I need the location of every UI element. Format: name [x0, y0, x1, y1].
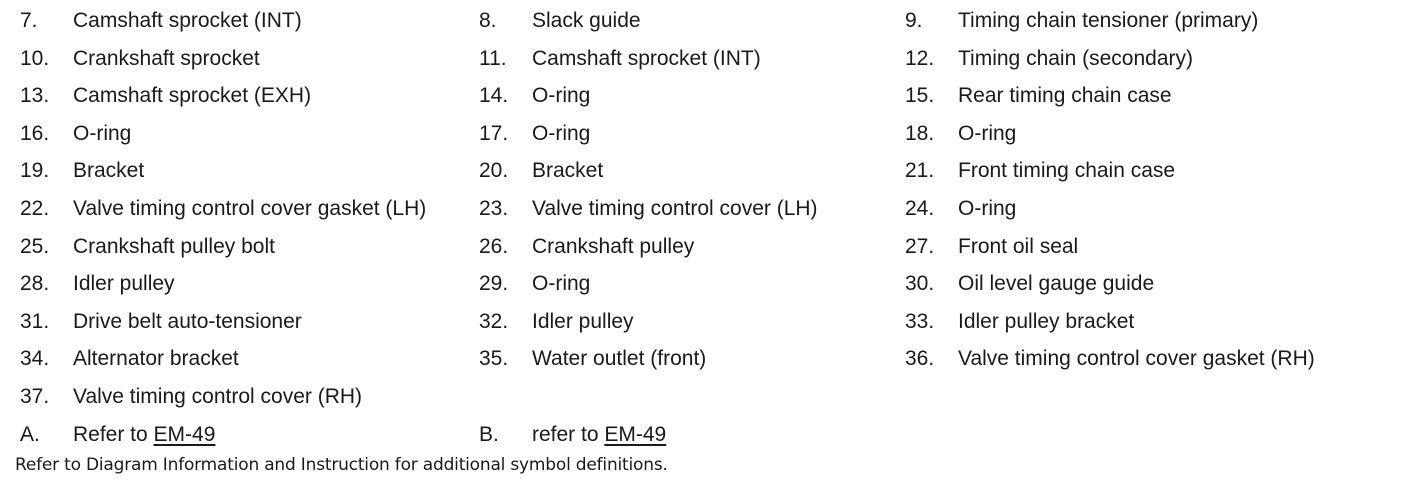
item-number: 13.: [20, 84, 50, 108]
item-label: Oil level gauge guide: [958, 272, 1155, 296]
item-label: Valve timing control cover (RH): [73, 384, 363, 408]
item-number: 35.: [479, 347, 509, 371]
item-label: O-ring: [958, 121, 1017, 145]
item-label: O-ring: [958, 196, 1017, 220]
reference-text: [73, 416, 215, 454]
legend-row: [0, 228, 1408, 266]
item-label: Timing chain tensioner (primary): [958, 9, 1259, 32]
item-label: Camshaft sprocket (INT): [73, 9, 302, 32]
legend-row: [0, 340, 1408, 378]
item-label: Bracket: [532, 159, 604, 183]
item-label: Front oil seal: [958, 234, 1079, 258]
item-number: 20.: [479, 159, 509, 183]
reference-row: [0, 416, 1408, 454]
item-number: 18.: [905, 121, 935, 145]
legend-row: [0, 303, 1408, 341]
legend-row: [0, 190, 1408, 228]
item-label: Slack guide: [532, 9, 641, 32]
legend-row: [0, 115, 1408, 153]
reference-letter: B.: [479, 422, 499, 446]
reference-prefix: Refer to: [73, 422, 154, 446]
reference-link[interactable]: EM-49: [604, 422, 667, 446]
parts-legend: [0, 2, 1408, 453]
item-number: 37.: [20, 384, 50, 408]
item-number: 15.: [905, 84, 935, 108]
item-label: Idler pulley: [532, 309, 634, 333]
item-label: Front timing chain case: [958, 159, 1176, 183]
item-label: Valve timing control cover (LH): [532, 196, 818, 220]
legend-row: [0, 152, 1408, 190]
item-number: 16.: [20, 121, 50, 145]
item-number: 17.: [479, 121, 509, 145]
item-label: Alternator bracket: [73, 347, 239, 371]
item-label: Water outlet (front): [532, 347, 707, 371]
item-label: Bracket: [73, 159, 145, 183]
legend-row: [0, 2, 1408, 40]
reference-text: [532, 416, 666, 454]
item-number: 11.: [479, 46, 507, 70]
item-label: Rear timing chain case: [958, 84, 1172, 108]
item-number: 25.: [20, 234, 50, 258]
item-number: 36.: [905, 347, 935, 371]
item-label: O-ring: [532, 272, 591, 296]
item-label: Camshaft sprocket (EXH): [73, 84, 312, 108]
item-label: Drive belt auto-tensioner: [73, 309, 302, 333]
item-number: 32.: [479, 309, 509, 333]
item-number: 21.: [905, 159, 935, 183]
item-number: 7.: [20, 9, 38, 32]
item-number: 30.: [905, 272, 935, 296]
item-number: 28.: [20, 272, 50, 296]
item-number: 9.: [905, 9, 923, 32]
legend-row: [0, 378, 1408, 416]
legend-row: [0, 77, 1408, 115]
item-label: Idler pulley: [73, 272, 175, 296]
item-label: Timing chain (secondary): [958, 46, 1193, 70]
item-number: 8.: [479, 9, 497, 32]
legend-row: [0, 265, 1408, 303]
item-label: Crankshaft pulley bolt: [73, 234, 275, 258]
item-label: Idler pulley bracket: [958, 309, 1135, 333]
item-label: O-ring: [532, 84, 591, 108]
item-number: 22.: [20, 196, 50, 220]
item-number: 26.: [479, 234, 509, 258]
reference-prefix: refer to: [532, 422, 605, 446]
item-label: O-ring: [73, 121, 132, 145]
item-number: 27.: [905, 234, 935, 258]
item-number: 34.: [20, 347, 50, 371]
item-number: 14.: [479, 84, 509, 108]
item-number: 10.: [20, 46, 50, 70]
item-number: 29.: [479, 272, 509, 296]
reference-link[interactable]: EM-49: [153, 422, 216, 446]
item-number: 31.: [20, 309, 50, 333]
item-number: 24.: [905, 196, 935, 220]
item-label: Valve timing control cover gasket (LH): [73, 196, 427, 220]
legend-row: [0, 40, 1408, 78]
item-label: Camshaft sprocket (INT): [532, 46, 761, 70]
item-number: 33.: [905, 309, 935, 333]
item-label: Valve timing control cover gasket (RH): [958, 347, 1315, 371]
reference-letter: A.: [20, 422, 40, 446]
item-label: O-ring: [532, 121, 591, 145]
item-label: Crankshaft sprocket: [73, 46, 260, 70]
item-number: 23.: [479, 196, 509, 220]
footnote: Refer to Diagram Information and Instruction for additional symbol definitions.: [15, 455, 668, 475]
item-number: 12.: [905, 46, 935, 70]
item-label: Crankshaft pulley: [532, 234, 695, 258]
item-number: 19.: [20, 159, 50, 183]
